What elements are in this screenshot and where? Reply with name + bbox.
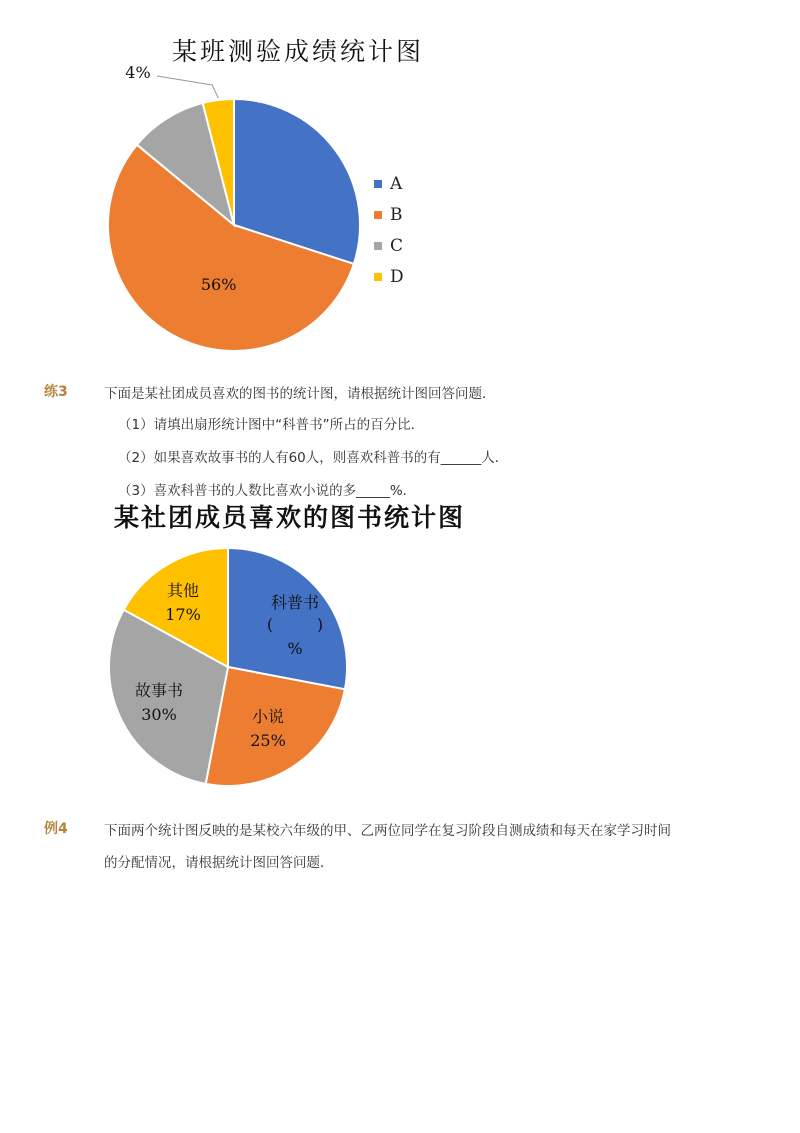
chart2-value-qita: 17% (165, 605, 201, 624)
chart2-label-gushi: 故事书 (134, 681, 184, 700)
problem3-text: 下面是某社团成员喜欢的图书的统计图，请根据统计图回答问题． (104, 386, 496, 402)
problem3-q3: （3）喜欢科普书的人数比喜欢小说的多_____%． (118, 483, 417, 499)
problem3-q2: （2）如果喜欢故事书的人有60人，则喜欢科普书的有______人． (118, 450, 509, 466)
legend-label-a: A (390, 173, 403, 194)
example4-line1: 下面两个统计图反映的是某校六年级的甲、乙两位同学在复习阶段自测成绩和每天在家学习时间 (104, 823, 671, 839)
problem3-tag: 练3 (44, 384, 68, 400)
chart2-value-xiaoshuo: 25% (250, 731, 286, 750)
chart2-value-kepu-close: ) (316, 615, 324, 634)
problem3-q1: （1）请填出扇形统计图中“科普书”所占的百分比． (118, 417, 425, 433)
chart2-value-gushi: 30% (141, 705, 177, 724)
legend-label-c: C (390, 235, 404, 256)
chart1-title: 某班测验成绩统计图 (172, 37, 425, 66)
chart2-label-qita: 其他 (166, 581, 200, 600)
chart1-label-b: 56% (200, 275, 237, 295)
legend-label-b: B (390, 204, 403, 225)
chart2-value-kepu-open: ( (266, 615, 274, 634)
chart2-title: 某社团成员喜欢的图书统计图 (114, 503, 466, 532)
chart2-value-kepu-pct: % (287, 639, 303, 658)
example4-tag: 例4 (44, 821, 68, 837)
example4-line2: 的分配情况，请根据统计图回答问题． (104, 855, 334, 871)
legend-label-d: D (390, 266, 404, 287)
chart2-slice-0 (228, 548, 347, 689)
chart2-label-xiaoshuo: 小说 (251, 707, 285, 726)
chart1-label-d: 4% (125, 63, 151, 82)
chart2-slice-1 (206, 667, 345, 786)
chart2-label-kepu: 科普书 (270, 593, 320, 612)
